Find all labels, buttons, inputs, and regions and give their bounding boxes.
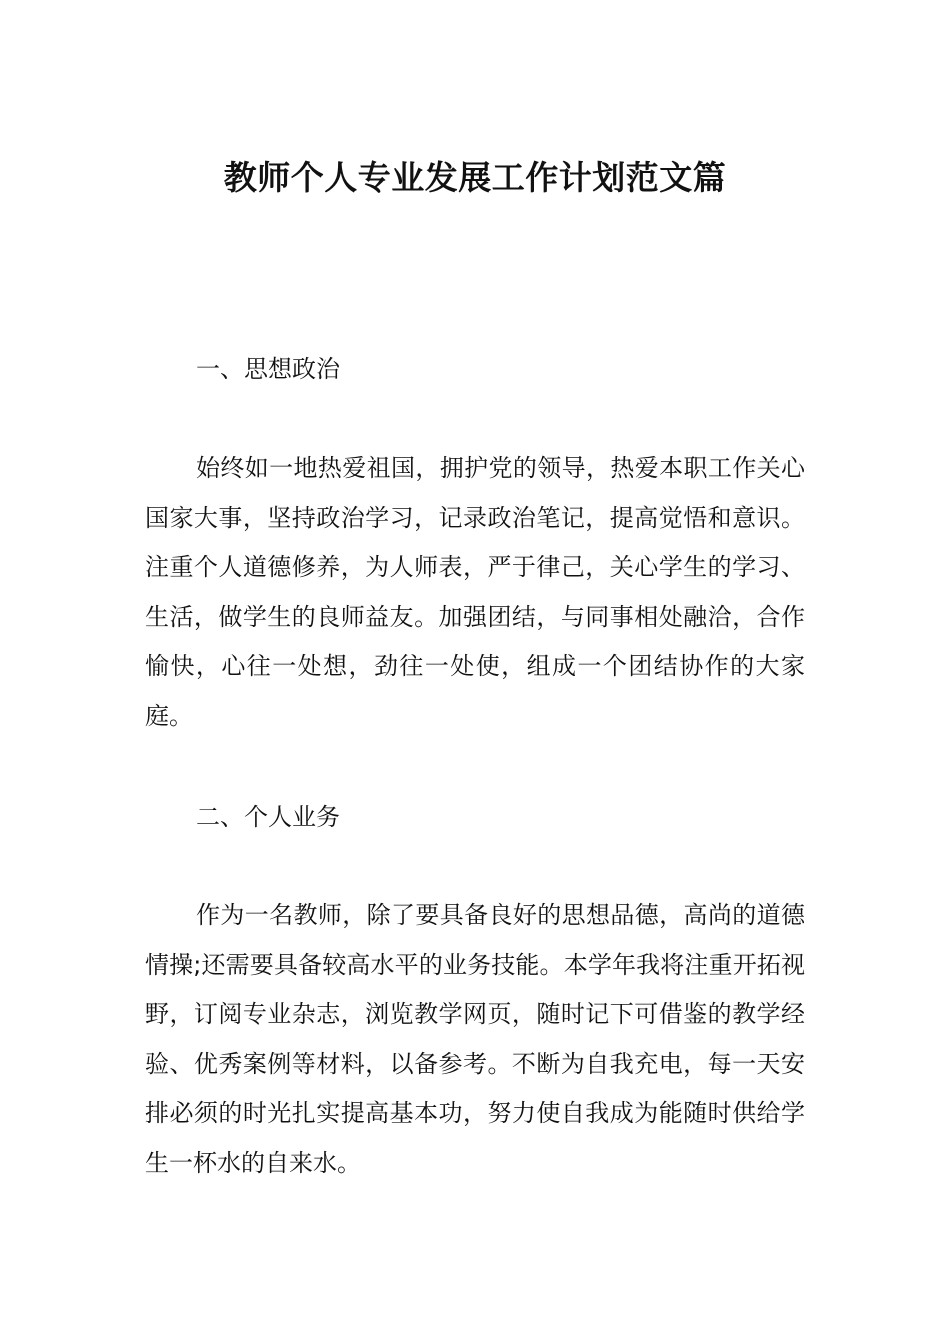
section-paragraph-ideology: 始终如一地热爱祖国，拥护党的领导，热爱本职工作关心国家大事，坚持政治学习，记录政治笔记，提高觉悟和意识。注重个人道德修养，为人师表，严于律己，关心学生的学习、生活，做学生的良师益友。加强团结，与同事相处融洽，合作愉快，心往一处想，劲往一处使，组成一个团结协作的大家庭。 xyxy=(145,454,805,730)
section-heading-professional: 二、个人业务 xyxy=(196,803,340,831)
section-heading-ideology: 一、思想政治 xyxy=(196,355,340,383)
section-paragraph-professional: 作为一名教师，除了要具备良好的思想品德，高尚的道德情操;还需要具备较高水平的业务技能。本学年我将注重开拓视野，订阅专业杂志，浏览教学网页，随时记下可借鉴的教学经验、优秀案例等材料，以备参考。不断为自我充电，每一天安排必须的时光扎实提高基本功，努力使自我成为能随时供给学生一杯水的自来水。 xyxy=(145,901,805,1177)
document-title: 教师个人专业发展工作计划范文篇 xyxy=(223,158,727,197)
